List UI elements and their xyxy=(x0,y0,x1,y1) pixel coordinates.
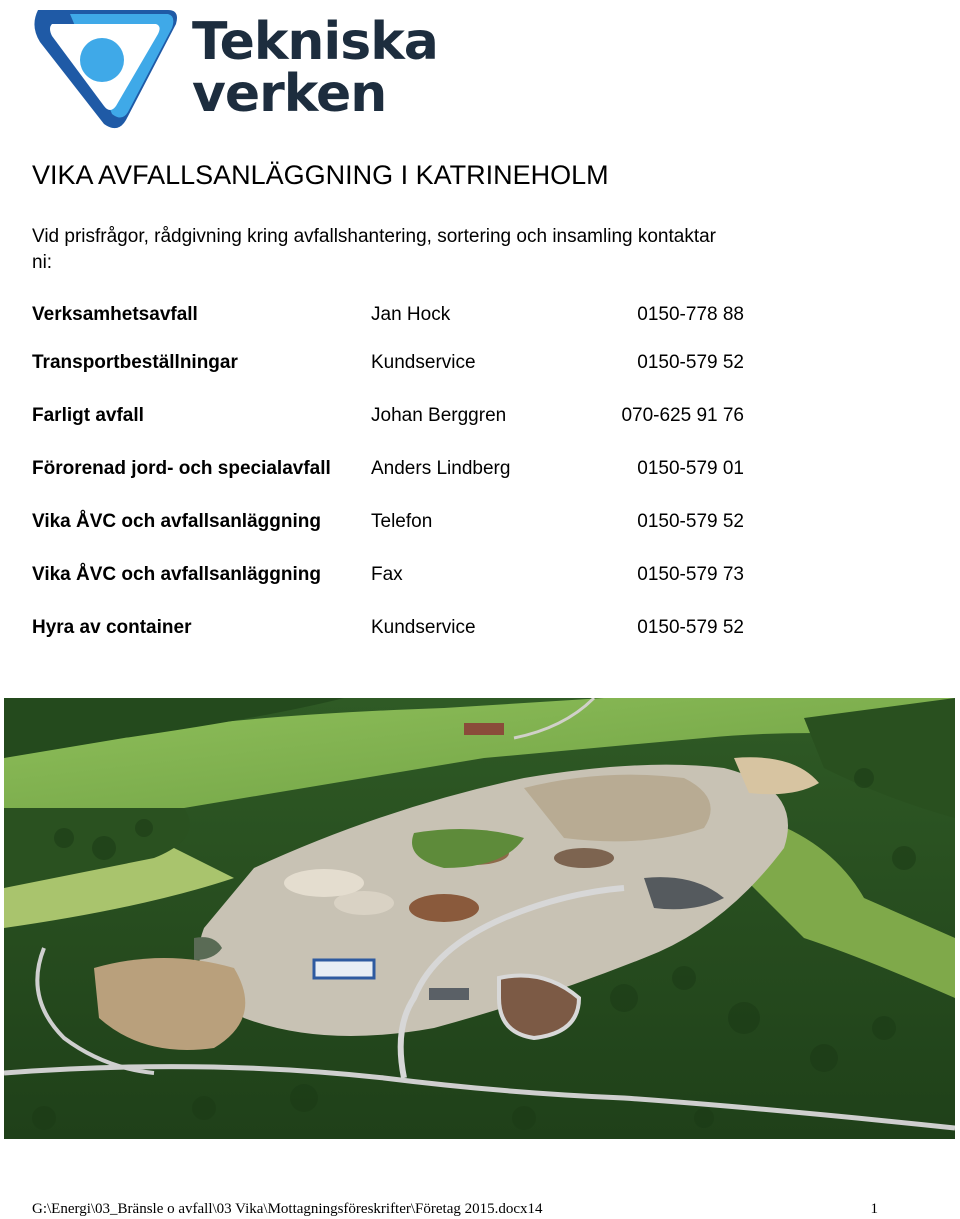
aerial-photo xyxy=(4,698,955,1139)
contact-row xyxy=(32,403,744,429)
contact-row xyxy=(32,615,744,641)
contact-list xyxy=(32,300,744,641)
contact-person: Jan Hock xyxy=(371,304,451,325)
contact-phone: 0150-579 52 xyxy=(637,617,744,638)
contact-person: Telefon xyxy=(371,511,433,532)
contact-area: Hyra av container xyxy=(32,617,192,638)
contact-phone: 0150-579 52 xyxy=(637,511,744,532)
contact-area: Transportbeställningar xyxy=(32,352,238,373)
contact-person: Fax xyxy=(371,564,403,585)
contact-phone: 0150-579 01 xyxy=(637,458,744,479)
contact-area: Verksamhetsavfall xyxy=(32,304,198,325)
contact-person: Kundservice xyxy=(371,352,476,373)
logo-mark-icon xyxy=(30,2,180,136)
contact-phone: 070-625 91 76 xyxy=(621,405,744,426)
logo-wordmark xyxy=(192,12,438,124)
contact-row xyxy=(32,302,744,328)
contact-row xyxy=(32,509,744,535)
logo-line-2: verken xyxy=(192,64,387,124)
contact-row xyxy=(32,562,744,588)
contact-person: Anders Lindberg xyxy=(371,458,511,479)
contact-person: Kundservice xyxy=(371,617,476,638)
contact-row xyxy=(32,350,744,376)
contact-area: Farligt avfall xyxy=(32,405,144,426)
logo-line-1: Tekniska xyxy=(192,12,438,72)
contact-area: Vika ÅVC och avfallsanläggning xyxy=(32,564,321,585)
intro-text: Vid prisfrågor, rådgivning kring avfallshantering, sortering och insamling kontaktar ni: xyxy=(32,226,717,273)
footer-file-path: G:\Energi\03_Bränsle o avfall\03 Vika\Mottagningsföreskrifter\Företag 2015.docx14 xyxy=(32,1201,543,1217)
contact-row xyxy=(32,456,744,482)
contact-person: Johan Berggren xyxy=(371,405,507,426)
contact-phone: 0150-579 73 xyxy=(637,564,744,585)
contact-phone: 0150-778 88 xyxy=(637,304,744,325)
page-number: 1 xyxy=(870,1201,878,1217)
contact-area: Vika ÅVC och avfallsanläggning xyxy=(32,511,321,532)
contact-area: Förorenad jord- och specialavfall xyxy=(32,458,331,479)
contact-phone: 0150-579 52 xyxy=(637,352,744,373)
page-title: VIKA AVFALLSANLÄGGNING I KATRINEHOLM xyxy=(32,160,609,190)
tekniska-verken-logo xyxy=(30,2,450,136)
aerial-photo-icon xyxy=(4,698,955,1139)
